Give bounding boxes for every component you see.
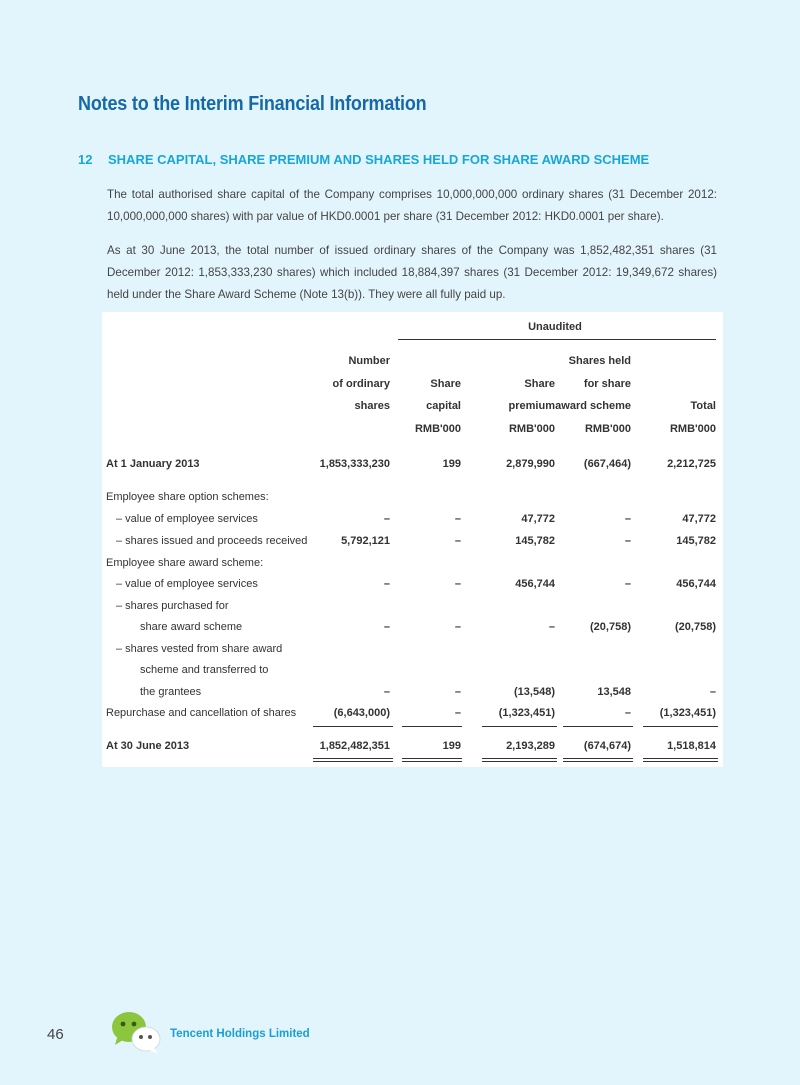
table-cell: –: [383, 686, 390, 698]
table-cell: 1,518,814: [667, 740, 716, 752]
table-cell: 47,772: [682, 513, 716, 525]
table-cell: –: [383, 621, 390, 633]
table-cell: 2,193,289: [506, 740, 555, 752]
row-label-opening: At 1 January 2013: [106, 458, 200, 470]
row-label-option-schemes: Employee share option schemes:: [106, 491, 269, 503]
row-label-award-scheme: Employee share award scheme:: [106, 557, 264, 569]
table-cell: (20,758): [590, 621, 631, 633]
table-cell: (13,548): [514, 686, 555, 698]
row-label-shares-purchased: – shares purchased for: [116, 600, 229, 612]
table-cell: 456,744: [676, 578, 716, 590]
table-cell: (667,464): [583, 458, 631, 470]
col-header-share-capital-1: Share: [430, 378, 461, 390]
table-cell: 47,772: [521, 513, 555, 525]
col-header-ordinary-shares-3: shares: [354, 400, 390, 412]
col-header-share-premium-3: RMB'000: [508, 423, 555, 435]
col-header-award-scheme-3: award scheme: [555, 400, 631, 412]
table-cell: –: [454, 686, 461, 698]
page-title: Notes to the Interim Financial Information: [78, 93, 427, 115]
col-header-share-capital-2: capital: [426, 400, 461, 412]
table-cell: 145,782: [676, 535, 716, 547]
col-header-award-scheme-4: RMB'000: [584, 423, 631, 435]
chat-bubbles-logo-icon: [107, 1007, 165, 1057]
table-cell: –: [709, 686, 716, 698]
total-double-rule: [313, 758, 393, 762]
table-cell: 145,782: [515, 535, 555, 547]
col-header-total-1: Total: [690, 400, 716, 412]
table-cell: –: [454, 513, 461, 525]
table-cell: –: [624, 535, 631, 547]
table-cell: 199: [442, 458, 461, 470]
subtotal-rule: [402, 726, 462, 727]
subtotal-rule: [313, 726, 393, 727]
col-header-share-premium-2: premium: [508, 400, 555, 412]
table-cell: (6,643,000): [333, 707, 390, 719]
table-cell: –: [624, 513, 631, 525]
subtotal-rule: [482, 726, 557, 727]
subtotal-rule: [563, 726, 633, 727]
section-number: 12: [78, 152, 93, 167]
row-label-shares-issued: – shares issued and proceeds received: [116, 535, 308, 547]
table-cell: 2,212,725: [667, 458, 716, 470]
paragraph-issued-shares: As at 30 June 2013, the total number of issued ordinary shares of the Company was 1,852,482,351 shares (31 December 2012: 1,853,333,230 shares) which included 18,884,397 shares (31 December 2012: 19,349,672 shares) held under the Share Award Scheme (Note 13(b)). They were all fully paid up.: [107, 244, 717, 301]
table-cell: (674,674): [583, 740, 631, 752]
table-cell: –: [454, 578, 461, 590]
table-cell: 1,852,482,351: [319, 740, 390, 752]
table-cell: 13,548: [597, 686, 631, 698]
row-label-closing: At 30 June 2013: [106, 740, 190, 752]
table-cell: 5,792,121: [341, 535, 390, 547]
col-header-award-scheme-1: Shares held: [568, 355, 631, 367]
section-heading: [78, 152, 649, 167]
col-header-ordinary-shares-1: Number: [348, 355, 390, 367]
table-cell: –: [548, 621, 555, 633]
table-cell: –: [624, 578, 631, 590]
group-header-rule: [398, 339, 716, 340]
total-double-rule: [482, 758, 557, 762]
row-label-shares-vested-cont: scheme and transferred to: [140, 664, 269, 676]
row-label-award-value: – value of employee services: [116, 578, 258, 590]
section-title: SHARE CAPITAL, SHARE PREMIUM AND SHARES HELD FOR SHARE AWARD SCHEME: [108, 152, 650, 167]
share-capital-table: [102, 312, 723, 767]
subtotal-rule: [643, 726, 718, 727]
table-cell: –: [454, 621, 461, 633]
table-cell: –: [624, 707, 631, 719]
table-cell: (1,323,451): [498, 707, 555, 719]
group-header-unaudited: Unaudited: [528, 321, 582, 333]
col-header-share-capital-3: RMB'000: [414, 423, 461, 435]
table-cell: –: [454, 535, 461, 547]
row-label-shares-vested: – shares vested from share award: [116, 643, 283, 655]
table-cell: 456,744: [515, 578, 555, 590]
total-double-rule: [402, 758, 462, 762]
paragraph-authorised-capital: The total authorised share capital of the Company comprises 10,000,000,000 ordinary shares (31 December 2012: 10,000,000,000 shares) with par value of HKD0.0001 per share (31 December 2012: HKD0.0001 per share).: [107, 188, 717, 223]
table-cell: –: [383, 513, 390, 525]
row-label-option-value: – value of employee services: [116, 513, 258, 525]
table-cell: 2,879,990: [506, 458, 555, 470]
col-header-share-premium-1: Share: [524, 378, 555, 390]
table-cell: (1,323,451): [659, 707, 716, 719]
total-double-rule: [563, 758, 633, 762]
col-header-ordinary-shares-2: of ordinary: [332, 378, 390, 390]
col-header-total-2: RMB'000: [669, 423, 716, 435]
row-label-shares-purchased-cont: share award scheme: [140, 621, 243, 633]
table-cell: –: [383, 578, 390, 590]
footer-company-name: Tencent Holdings Limited: [170, 1028, 310, 1040]
row-label-repurchase: Repurchase and cancellation of shares: [106, 707, 297, 719]
total-double-rule: [643, 758, 718, 762]
table-cell: –: [454, 707, 461, 719]
col-header-award-scheme-2: for share: [583, 378, 631, 390]
table-cell: 199: [442, 740, 461, 752]
row-label-grantees: the grantees: [140, 686, 202, 698]
table-cell: (20,758): [675, 621, 716, 633]
page-number: 46: [47, 1026, 64, 1043]
table-cell: 1,853,333,230: [319, 458, 390, 470]
